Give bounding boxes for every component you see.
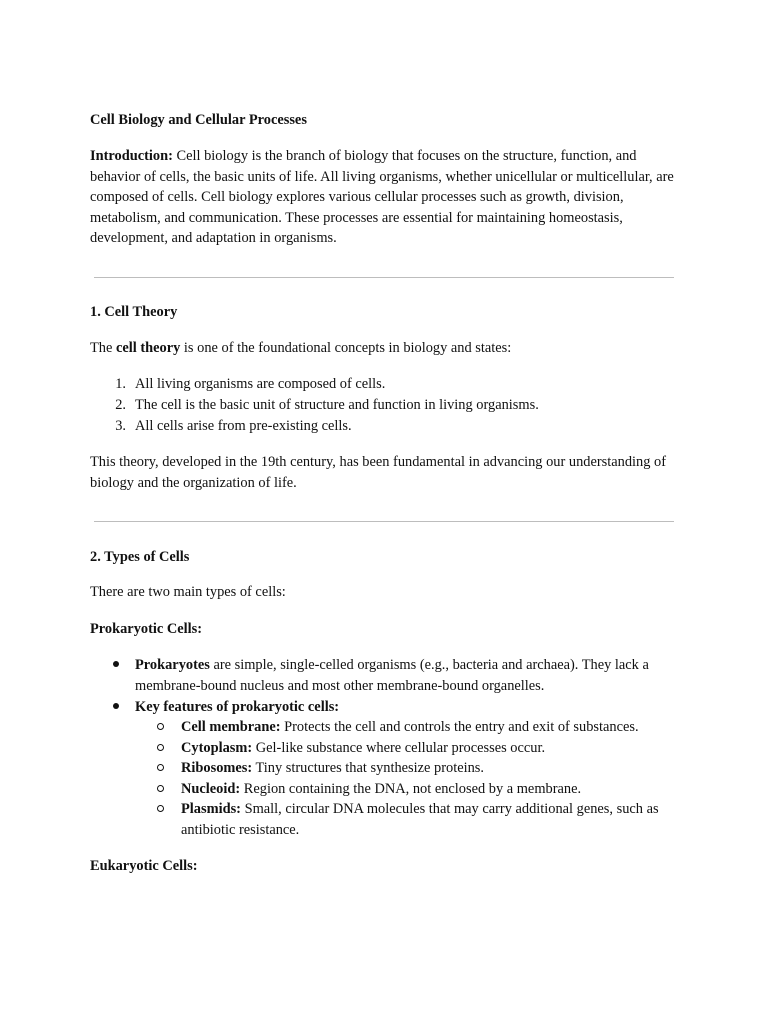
list-item: All living organisms are composed of cells. xyxy=(135,376,386,392)
eukaryotic-heading: Eukaryotic Cells: xyxy=(90,858,198,874)
section1-closing: This theory, developed in the 19th century, has been fundamental in advancing our understanding of biology and the organization of life. xyxy=(90,454,666,491)
section-divider xyxy=(94,277,674,278)
feature-term: Nucleoid: xyxy=(181,781,241,797)
circle-bullet-icon xyxy=(157,758,167,768)
key-features-label: Key features of prokaryotic cells: xyxy=(135,699,340,715)
intro-label: Introduction: xyxy=(90,148,173,164)
list-item xyxy=(135,655,680,696)
intro-paragraph xyxy=(90,146,682,249)
feature-item xyxy=(181,779,681,800)
list-number: 1. xyxy=(115,376,126,392)
feature-term: Ribosomes: xyxy=(181,760,253,776)
feature-term: Cell membrane: xyxy=(181,719,281,735)
feature-item xyxy=(181,717,681,738)
circle-bullet-icon xyxy=(157,799,167,809)
intro-text: Cell biology is the branch of biology that focuses on the structure, function, and behavior of cells, the basic units of life. All living organisms, whether unicellular or multicellular, are composed of cells. Cell biology explores various cellular processes such as growth, division, metabolism, and communication. These processes are essential for maintaining homeostasis, development, and adaptation in organisms. xyxy=(90,148,674,246)
circle-bullet-icon xyxy=(157,738,167,748)
feature-term: Cytoplasm: xyxy=(181,740,253,756)
list-number: 2. xyxy=(115,397,126,413)
section1-lead xyxy=(90,338,682,359)
bullet-icon xyxy=(112,655,122,665)
cell-theory-term: cell theory xyxy=(115,340,181,356)
prokaryotes-desc: are simple, single-celled organisms (e.g., bacteria and archaea). They lack a membrane-bound nucleus and most other membrane-bound organelles. xyxy=(135,657,649,694)
section2-lead: There are two main types of cells: xyxy=(90,584,286,600)
feature-desc: Region containing the DNA, not enclosed by a membrane. xyxy=(240,781,582,797)
feature-item xyxy=(181,799,681,840)
section2-heading: 2. Types of Cells xyxy=(90,549,190,565)
feature-desc: Protects the cell and controls the entry and exit of substances. xyxy=(280,719,639,735)
list-item: All cells arise from pre-existing cells. xyxy=(135,418,352,434)
bullet-icon xyxy=(112,697,122,707)
feature-item xyxy=(181,758,681,779)
section1-heading: 1. Cell Theory xyxy=(90,304,178,320)
lead-pre-text: The xyxy=(90,340,116,356)
feature-term: Plasmids: xyxy=(181,801,241,817)
list-item: The cell is the basic unit of structure and function in living organisms. xyxy=(135,397,539,413)
circle-bullet-icon xyxy=(157,779,167,789)
section-divider xyxy=(94,521,674,522)
prokaryotes-term: Prokaryotes xyxy=(135,657,210,673)
circle-bullet-icon xyxy=(157,717,167,727)
prokaryotic-heading: Prokaryotic Cells: xyxy=(90,621,203,637)
feature-desc: Small, circular DNA molecules that may carry additional genes, such as antibiotic resistance. xyxy=(181,801,659,838)
feature-item xyxy=(181,738,681,759)
list-number: 3. xyxy=(115,418,126,434)
lead-post-text: is one of the foundational concepts in biology and states: xyxy=(180,340,512,356)
document-title: Cell Biology and Cellular Processes xyxy=(90,112,307,128)
feature-desc: Gel-like substance where cellular processes occur. xyxy=(252,740,546,756)
feature-desc: Tiny structures that synthesize proteins. xyxy=(252,760,484,776)
